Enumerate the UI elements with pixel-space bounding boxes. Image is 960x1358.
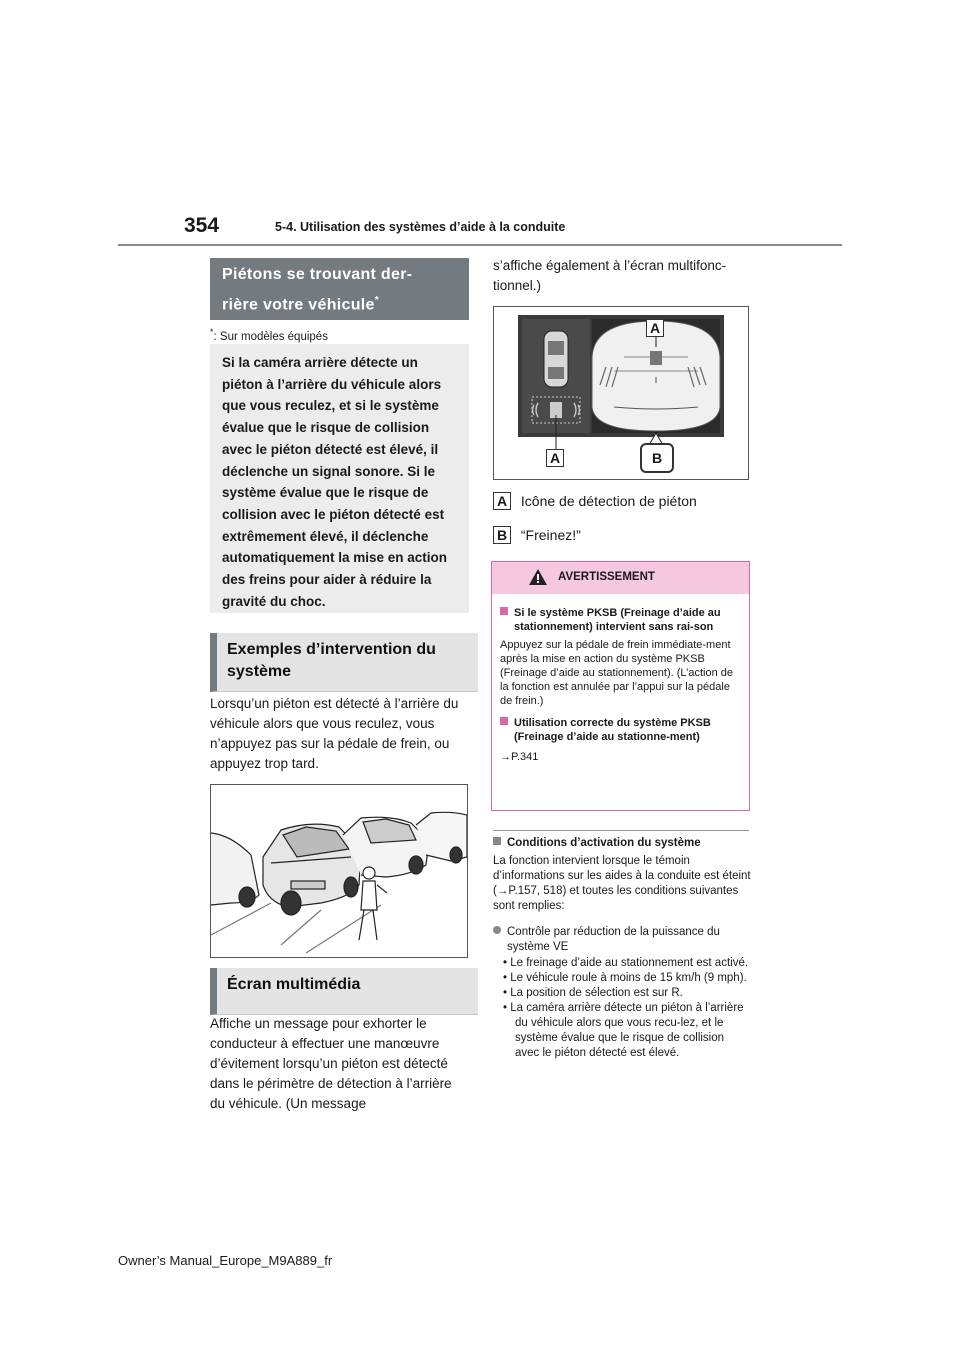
multimedia-screen-figure [493,306,749,480]
heading-line1: Piétons se trouvant der- [222,266,413,283]
conditions-list [493,956,751,1061]
multimedia-paragraph: Affiche un message pour exhorter le conducteur à effectuer une manœuvre d’évitement lorsqu’un piéton est détecté dans le périmètre de détection à l’arrière du véhicule. (Un message [210,1016,452,1111]
parking-scene-svg [211,785,467,957]
summary-box: Si la caméra arrière détecte un piéton à l’arrière du véhicule alors que vous reculez, et si le système évalue que le risque de collision avec le piéton détecté est élevé, il déclenche un signal sonore. Si le système évalue que le risque de collision avec le piéton détecté est extrêmement élevé, il déclenche automatiquement la mise en action des freins pour aider à réduire la gravité du choc. [210,344,469,613]
legend-b-text: “Freinez!” [520,527,581,543]
warning-box [491,561,750,811]
pedestrian-icon-camera [650,351,662,365]
warning-item2-ref[interactable]: →P.341 [500,751,539,763]
section-title: 5-4. Utilisation des systèmes d’aide à la conduite [275,220,566,234]
warning-title: AVERTISSEMENT [558,571,655,583]
legend-b-label: B [493,526,511,544]
conditions-bullet: Contrôle par réduction de la puissance du système VE [493,925,765,955]
screen-svg [494,307,748,479]
legend-a [493,492,763,510]
dot-bullet-icon [493,926,501,934]
callout-a-screen: A [646,319,664,337]
footnote: *: Sur modèles équipés [210,327,328,343]
callout-a-panel: A [546,449,564,467]
examples-paragraph: Lorsqu’un piéton est détecté à l’arrière du véhicule alors que vous reculez, vous n’appuyez pas sur la pédale de frein, ou appuyez trop tard. [210,696,459,771]
warning-item1-title: Si le système PKSB (Freinage d’aide au stationnement) intervient sans rai-son [500,606,741,634]
heading-line2: rière votre véhicule* [222,295,379,314]
parking-illustration [210,784,468,958]
condition-item: • La position de sélection est sur R. [503,987,683,999]
heading-star: * [374,295,379,306]
legend-a-text: Icône de détection de piéton [520,493,697,509]
square-bullet-icon [500,607,508,615]
warning-item2-title: Utilisation correcte du système PKSB (Freinage d’aide au stationne-ment) [500,716,741,744]
square-bullet-icon [493,837,501,845]
square-bullet-icon [500,717,508,725]
legend-a-label: A [493,492,511,510]
condition-item: • Le freinage d’aide au stationnement est activé. [503,957,749,969]
legend-b [493,526,763,544]
heading-pedestrians-behind [210,258,469,320]
conditions-rule [493,830,749,831]
multimedia-paragraph-continued: s’affiche également à l’écran multifonc-tionnel.) [493,258,727,293]
callout-b: B [640,443,674,473]
heading-examples: Exemples d’intervention du système [210,633,478,692]
condition-item: • Le véhicule roule à moins de 15 km/h (9 mph). [503,972,747,984]
condition-item: • La caméra arrière détecte un piéton à l’arrière du véhicule alors que vous recu-lez, et le système évalue que le risque de collision avec le piéton détecté est élevé. [503,1002,744,1059]
heading-multimedia: Écran multimédia [210,968,478,1015]
conditions-title: Conditions d’activation du système [493,836,751,851]
footer-text: Owner’s Manual_Europe_M9A889_fr [118,1253,333,1268]
warning-triangle-icon [528,568,548,586]
warning-header [492,562,749,594]
warning-item1-text: Appuyez sur la pédale de frein immédiate-ment après la mise en action du système PKSB (Freinage d’aide au stationnement). (L’action de la fonction est annulée par l’appui sur la pédale de frein.) [500,639,733,707]
page-number: 354 [184,214,220,237]
header-rule [118,244,842,246]
conditions-text: La fonction intervient lorsque le témoin d’informations sur les aides à la conduite est éteint (→P.157, 518) et toutes les conditions suivantes sont remplies: [493,855,751,912]
